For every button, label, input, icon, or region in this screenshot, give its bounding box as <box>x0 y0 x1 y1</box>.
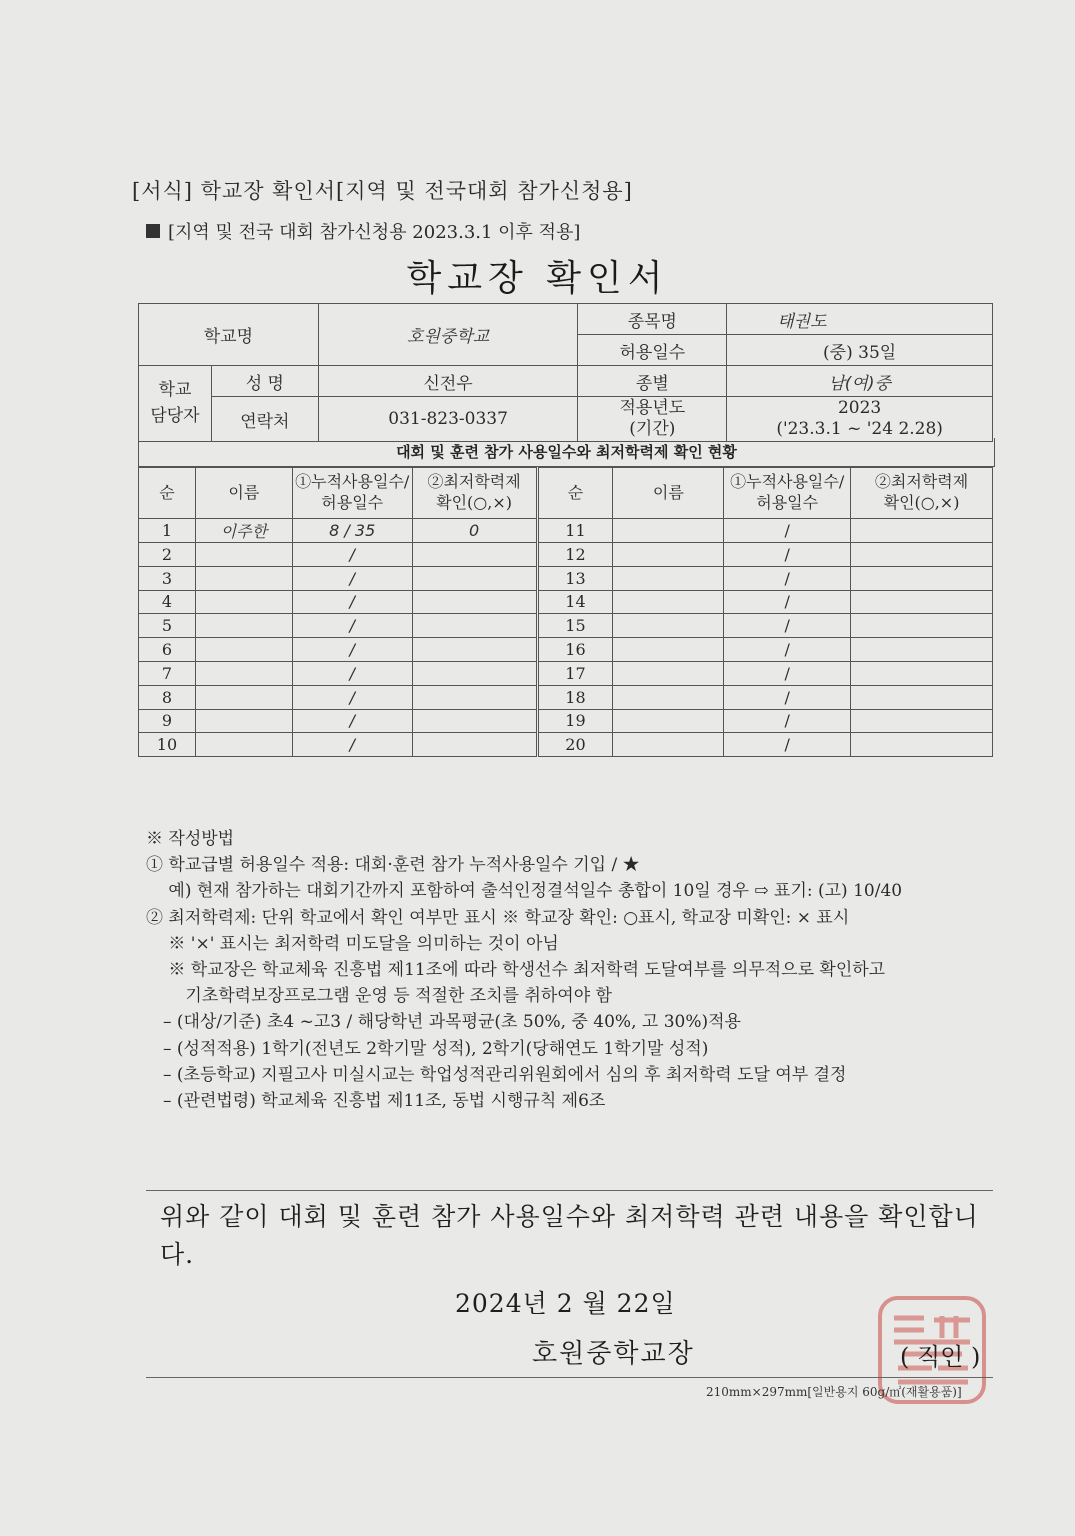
year-value: 2023 <box>837 397 882 418</box>
col-days-header: ①누적사용일수/ 허용일수 <box>292 468 412 519</box>
row-check <box>412 543 537 567</box>
subnote-text: [지역 및 전국 대회 참가신청용 2023.3.1 이후 적용] <box>168 222 581 243</box>
row-no: 7 <box>139 661 196 685</box>
row-no: 8 <box>139 685 196 709</box>
row-days-2: / <box>724 519 851 543</box>
row-name <box>195 709 292 733</box>
row-check <box>412 614 537 638</box>
row-no-2: 11 <box>537 519 613 543</box>
allowed-days-label: 허용일수 <box>578 335 727 366</box>
col-check-header-2: ②최저학력제 확인(○,×) <box>851 468 993 519</box>
table-row <box>139 685 993 709</box>
row-no-2: 14 <box>537 590 613 614</box>
row-check-2 <box>851 685 993 709</box>
row-no: 6 <box>139 638 196 662</box>
table-row <box>139 638 993 662</box>
col-name-header-2: 이름 <box>613 468 724 519</box>
instruction-line: 기초학력보장프로그램 운영 등 적절한 조치를 취하여야 함 <box>146 986 612 1007</box>
row-name <box>195 543 292 567</box>
col-check-header: ②최저학력제 확인(○,×) <box>412 468 537 519</box>
row-days-2: / <box>724 733 851 757</box>
table-row <box>139 566 993 590</box>
row-days: / <box>292 733 412 757</box>
row-name-2 <box>613 519 724 543</box>
allowed-days-value: (중) 35일 <box>727 335 993 366</box>
table-row <box>139 519 993 543</box>
row-no: 5 <box>139 614 196 638</box>
table-row <box>139 590 993 614</box>
table-heading: 대회 및 훈련 참가 사용일수와 최저학력제 확인 현황 <box>138 438 995 467</box>
row-no: 1 <box>139 519 196 543</box>
row-check <box>412 566 537 590</box>
table-row <box>139 733 993 757</box>
confirmation-text: 위와 같이 대회 및 훈련 참가 사용일수와 최저학력 관련 내용을 확인합니다. <box>160 1202 979 1269</box>
table-row <box>139 709 993 733</box>
instruction-line: ※ '×' 표시는 최저학력 미도달을 의미하는 것이 아님 <box>146 933 559 954</box>
col-no-header: 순 <box>139 468 196 519</box>
row-name-2 <box>613 543 724 567</box>
row-days: / <box>292 685 412 709</box>
event-value: 태권도 <box>727 304 993 335</box>
principal-name: 호원중학교장 <box>532 1339 695 1369</box>
table-row <box>139 614 993 638</box>
row-name-2 <box>613 614 724 638</box>
phone-value: 031-823-0337 <box>318 397 578 442</box>
row-check-2 <box>851 519 993 543</box>
participation-table <box>138 467 993 757</box>
phone-label: 연락처 <box>211 397 318 442</box>
divider-bottom <box>146 1377 993 1378</box>
instruction-line: – (관련법령) 학교체육 진흥법 제11조, 동법 시행규칙 제6조 <box>146 1091 606 1112</box>
type-label: 종별 <box>578 366 727 397</box>
row-days-2: / <box>724 638 851 662</box>
year-label: 적용년도 (기간) <box>578 397 727 442</box>
row-check <box>412 685 537 709</box>
form-label: [서식] 학교장 확인서[지역 및 전국대회 참가신청용] <box>132 179 633 203</box>
divider-top <box>146 1190 993 1191</box>
row-name <box>195 614 292 638</box>
row-no-2: 16 <box>537 638 613 662</box>
row-check: 0 <box>412 519 537 543</box>
col-days-header-2: ①누적사용일수/ 허용일수 <box>724 468 851 519</box>
row-days: / <box>292 614 412 638</box>
row-no-2: 18 <box>537 685 613 709</box>
row-name-2 <box>613 685 724 709</box>
row-check-2 <box>851 590 993 614</box>
instruction-line: – (대상/기준) 초4 ~고3 / 해당학년 과목평균(초 50%, 중 40%, 고 30%)적용 <box>146 1012 741 1033</box>
name-value: 신전우 <box>318 366 578 397</box>
row-days: / <box>292 638 412 662</box>
instruction-line: ② 최저학력제: 단위 학교에서 확인 여부만 표시 ※ 학교장 확인: ○표시, 학교장 미확인: × 표시 <box>146 907 850 928</box>
row-days: 8 / 35 <box>292 519 412 543</box>
row-no-2: 13 <box>537 566 613 590</box>
row-days-2: / <box>724 709 851 733</box>
row-check-2 <box>851 733 993 757</box>
info-table <box>138 303 993 442</box>
row-no: 3 <box>139 566 196 590</box>
row-name <box>195 590 292 614</box>
subnote <box>146 218 580 244</box>
row-name: 이주한 <box>195 519 292 543</box>
row-check <box>412 709 537 733</box>
row-check <box>412 590 537 614</box>
row-check-2 <box>851 543 993 567</box>
instruction-line: ① 학교급별 허용일수 적용: 대회·훈련 참가 누적사용일수 기입 / ★ <box>146 855 640 876</box>
row-days: / <box>292 590 412 614</box>
col-name-header: 이름 <box>195 468 292 519</box>
row-name <box>195 685 292 709</box>
instruction-line: 예) 현재 참가하는 대회기간까지 포함하여 출석인정결석일수 총합이 10일 경우 ⇨ 표기: (고) 10/40 <box>146 881 903 902</box>
seal-label: ( 직인 ) <box>900 1343 981 1371</box>
row-no: 10 <box>139 733 196 757</box>
row-days-2: / <box>724 590 851 614</box>
name-label: 성 명 <box>211 366 318 397</box>
row-name <box>195 566 292 590</box>
row-name <box>195 638 292 662</box>
filled-square-icon <box>146 224 160 238</box>
signature-date: 2024년 2 월 22일 <box>455 1289 676 1318</box>
instruction-line: – (성적적용) 1학기(전년도 2학기말 성적), 2학기(당해연도 1학기말 성적) <box>146 1038 709 1059</box>
instruction-line: ※ 학교장은 학교체육 진흥법 제11조에 따라 학생선수 최저학력 도달여부를 의무적으로 확인하고 <box>146 960 886 981</box>
row-days-2: / <box>724 566 851 590</box>
row-no-2: 15 <box>537 614 613 638</box>
instruction-line: – (초등학교) 지필고사 미실시교는 학업성적관리위원회에서 심의 후 최저학력 도달 여부 결정 <box>146 1064 847 1085</box>
row-check-2 <box>851 638 993 662</box>
row-no-2: 19 <box>537 709 613 733</box>
row-days: / <box>292 709 412 733</box>
period-value: ('23.3.1 ~ '24 2.28) <box>776 419 943 439</box>
row-no: 4 <box>139 590 196 614</box>
type-value: 남(여)중 <box>727 366 993 397</box>
school-name-value: 호원중학교 <box>318 304 578 366</box>
row-days: / <box>292 566 412 590</box>
row-check <box>412 733 537 757</box>
table-row <box>139 543 993 567</box>
row-no: 2 <box>139 543 196 567</box>
row-name-2 <box>613 733 724 757</box>
row-days-2: / <box>724 614 851 638</box>
row-days: / <box>292 661 412 685</box>
row-name <box>195 661 292 685</box>
instruction-line: ※ 작성방법 <box>146 829 235 849</box>
row-days-2: / <box>724 543 851 567</box>
row-check <box>412 661 537 685</box>
page-title: 학교장 확인서 <box>406 258 669 299</box>
row-no-2: 17 <box>537 661 613 685</box>
row-days-2: / <box>724 685 851 709</box>
row-name-2 <box>613 590 724 614</box>
contact-person-label: 학교 담당자 <box>139 366 212 442</box>
row-no-2: 12 <box>537 543 613 567</box>
row-name-2 <box>613 661 724 685</box>
row-days-2: / <box>724 661 851 685</box>
row-check-2 <box>851 566 993 590</box>
row-name-2 <box>613 566 724 590</box>
event-label: 종목명 <box>578 304 727 335</box>
year-cell <box>727 397 993 442</box>
row-no-2: 20 <box>537 733 613 757</box>
table-row <box>139 661 993 685</box>
instructions <box>146 826 1006 1114</box>
row-days: / <box>292 543 412 567</box>
paper-spec: 210mm×297mm[일반용지 60g/㎡(재활용품)] <box>706 1385 962 1399</box>
row-name-2 <box>613 638 724 662</box>
row-check-2 <box>851 661 993 685</box>
school-name-label: 학교명 <box>139 304 319 366</box>
row-no: 9 <box>139 709 196 733</box>
row-name <box>195 733 292 757</box>
row-name-2 <box>613 709 724 733</box>
row-check-2 <box>851 614 993 638</box>
row-check-2 <box>851 709 993 733</box>
row-check <box>412 638 537 662</box>
col-no-header-2: 순 <box>537 468 613 519</box>
